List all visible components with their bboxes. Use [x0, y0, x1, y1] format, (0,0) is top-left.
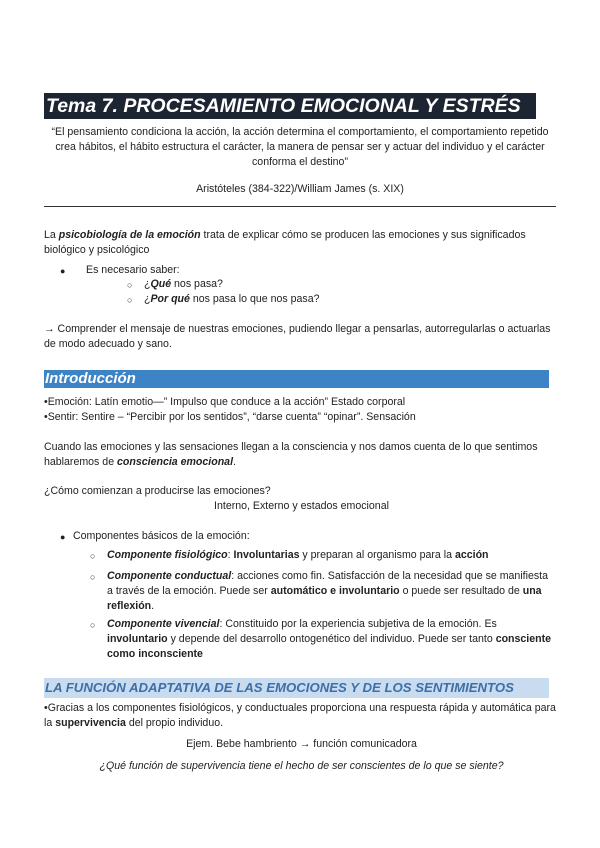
- list-item: [144, 277, 223, 292]
- text: : acciones como fin. Satisfacción de la necesidad que se manifiesta a través de la emoción. Puede ser: [107, 570, 549, 597]
- text: ¿: [144, 278, 151, 290]
- text: La: [44, 229, 59, 241]
- question: ¿Cómo comienzan a producirse las emociones?: [44, 485, 271, 497]
- section-heading-introduccion: Introducción: [44, 370, 549, 388]
- component-fisiologico: [107, 548, 552, 563]
- text: .: [151, 600, 155, 612]
- final-question: ¿Qué función de supervivencia tiene el hecho de ser conscientes de lo que se siente?: [99, 760, 504, 772]
- bold: supervivencia: [55, 717, 126, 729]
- emphasis: Componente conductual: [107, 570, 232, 582]
- text: y depende del desarrollo ontogenético del individuo. Puede ser tanto: [167, 633, 496, 645]
- component-conductual: [107, 569, 552, 614]
- emphasis: psicobiología de la emoción: [58, 229, 201, 241]
- question-answer: Interno, Externo y estados emocional: [214, 500, 389, 512]
- definition-sentir: •Sentir: Sentire – “Percibir por los sentidos”, “darse cuenta” “opinar”. Sensación: [44, 411, 416, 423]
- bold: automático e involuntario: [270, 585, 400, 597]
- example: Ejem. Bebe hambriento → función comunicadora: [186, 738, 417, 750]
- component-vivencial: [107, 617, 552, 662]
- emphasis: Por qué: [150, 293, 190, 305]
- arrow-paragraph: → Comprender el mensaje de nuestras emociones, pudiendo llegar a pensarlas, autorregularlas o actuarlas de modo adecuado y sano.: [44, 323, 551, 350]
- text: trata de explicar cómo se producen las emociones y sus significados biológico y psicológico: [44, 229, 526, 256]
- circle-bullet-icon: ○: [90, 572, 96, 582]
- bullet-icon: ●: [60, 266, 66, 276]
- bullet-icon: ●: [60, 532, 66, 542]
- text: y preparan al organismo para la: [299, 549, 455, 561]
- text: del propio individuo.: [125, 717, 224, 729]
- quote-author: Aristóteles (384-322)/William James (s. XIX): [196, 183, 404, 195]
- list-item: Componentes básicos de la emoción:: [73, 530, 250, 542]
- bold: consciente como inconsciente: [107, 633, 552, 660]
- emphasis: Componente fisiológico: [107, 549, 228, 561]
- definition-emocion: •Emoción: Latín emotio—” Impulso que conduce a la acción” Estado corporal: [44, 396, 406, 408]
- adaptive-paragraph: [44, 701, 559, 731]
- circle-bullet-icon: ○: [90, 620, 96, 630]
- list-item: Es necesario saber:: [86, 264, 180, 276]
- text: .: [233, 456, 236, 468]
- divider: [44, 206, 556, 207]
- bold: involuntario: [107, 633, 168, 645]
- text: •Gracias a los componentes fisiológicos, y conductuales proporciona una respuesta rápida y automática para la: [44, 702, 556, 729]
- emphasis: Qué: [150, 278, 172, 290]
- list-item: [144, 292, 320, 307]
- text: :: [227, 549, 234, 561]
- text: o puede ser resultado de: [399, 585, 523, 597]
- emphasis: consciencia emocional: [117, 456, 234, 468]
- circle-bullet-icon: ○: [90, 551, 96, 561]
- text: nos pasa lo que nos pasa?: [189, 293, 320, 305]
- circle-bullet-icon: ○: [127, 295, 133, 305]
- consciousness-paragraph: [44, 440, 559, 470]
- text: Cuando las emociones y las sensaciones llegan a la consciencia y nos damos cuenta de lo que sentimos hablaremos de: [44, 441, 538, 468]
- text: : Constituido por la experiencia subjetiva de la emoción. Es: [219, 618, 497, 630]
- section-heading-funcion-adaptativa: LA FUNCIÓN ADAPTATIVA DE LAS EMOCIONES Y DE LOS SENTIMIENTOS: [44, 678, 549, 698]
- bold: Involuntarias: [233, 549, 300, 561]
- circle-bullet-icon: ○: [127, 280, 133, 290]
- page-title: Tema 7. PROCESAMIENTO EMOCIONAL Y ESTRÉS: [44, 93, 536, 119]
- quote: “El pensamiento condiciona la acción, la acción determina el comportamiento, el comportamiento repetido crea hábitos, el hábito estructura el carácter, la manera de pensar ser y actuar del individuo y el carácter conforma el destino”: [51, 126, 549, 168]
- emphasis: Componente vivencial: [107, 618, 220, 630]
- text: ¿: [144, 293, 151, 305]
- bold: una reflexión: [107, 585, 542, 612]
- text: nos pasa?: [171, 278, 223, 290]
- intro-paragraph: [44, 228, 559, 258]
- bold: acción: [454, 549, 489, 561]
